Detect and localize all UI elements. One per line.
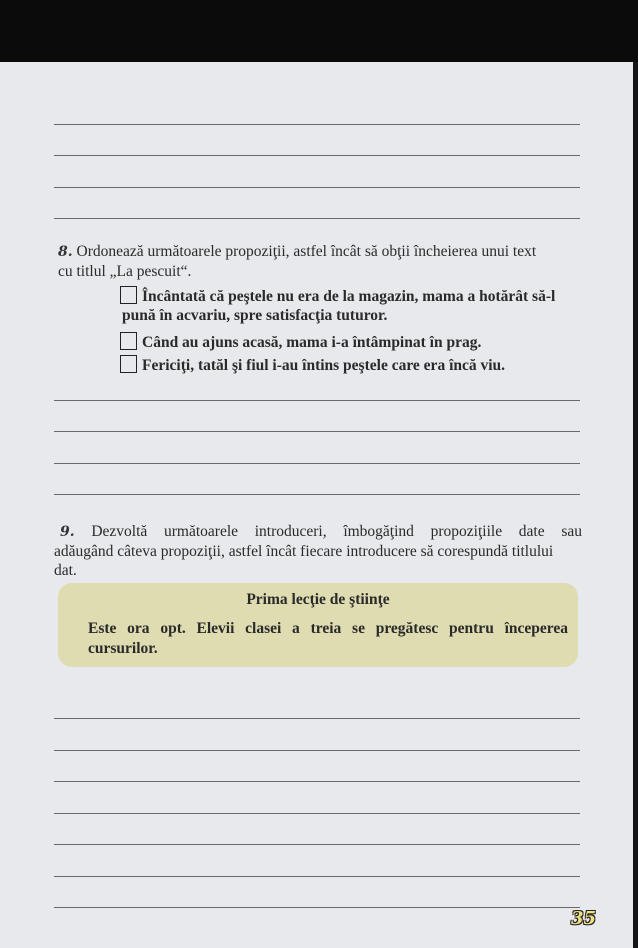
writing-line[interactable]	[54, 750, 580, 751]
writing-line[interactable]	[54, 844, 580, 845]
writing-line[interactable]	[54, 187, 580, 188]
writing-line[interactable]	[54, 400, 580, 401]
exercise-9-instruction-line2: adăugând câteva propoziţii, astfel încât fiecare introducere să corespundă titlului	[54, 543, 554, 560]
exercise-8-instruction-line2: cu titlul „La pescuit“.	[58, 263, 192, 280]
writing-line[interactable]	[54, 155, 580, 156]
exercise-8-number: 8.	[58, 244, 73, 260]
sentence-text: Încântată că peştele nu era de la magazin, mama a hotărât să-l	[142, 288, 556, 305]
order-checkbox[interactable]	[120, 332, 137, 350]
order-checkbox[interactable]	[120, 355, 137, 373]
exercise-9-instruction-line1: Dezvoltă următoarele introduceri, îmbogăţind propoziţiile date sau	[91, 523, 582, 540]
writing-line[interactable]	[54, 813, 580, 814]
intro-box-title: Prima lecţie de ştiinţe	[246, 591, 390, 608]
sentence-text: Când au ajuns acasă, mama i-a întâmpinat în prag.	[142, 334, 482, 351]
sentence-item	[120, 286, 580, 325]
sentence-text: Fericiţi, tatăl şi fiul i-au întins peştele care era încă viu.	[142, 357, 506, 374]
writing-line[interactable]	[54, 907, 580, 908]
sentence-item	[120, 332, 481, 352]
exercise-9-instruction-line3: dat.	[54, 562, 77, 579]
exercise-9-number: 9.	[60, 524, 75, 540]
order-checkbox[interactable]	[120, 286, 137, 304]
intro-box	[58, 583, 578, 667]
top-black-band	[0, 0, 638, 62]
exercise-8-instruction	[58, 242, 582, 281]
writing-line[interactable]	[54, 718, 580, 719]
exercise-9-instruction	[54, 522, 582, 580]
writing-line[interactable]	[54, 218, 580, 219]
writing-line[interactable]	[54, 463, 580, 464]
writing-line[interactable]	[54, 781, 580, 782]
writing-line[interactable]	[54, 876, 580, 877]
writing-line[interactable]	[54, 431, 580, 432]
writing-line[interactable]	[54, 124, 580, 125]
right-edge-shadow	[633, 62, 638, 948]
writing-line[interactable]	[54, 494, 580, 495]
exercise-8-instruction-line1: Ordonează următoarele propoziţii, astfel încât să obţii încheierea unui text	[76, 243, 537, 260]
sentence-item	[120, 355, 505, 375]
page-number: 35	[570, 908, 596, 929]
sentence-text-cont: pună în acvariu, spre satisfacţia tuturor.	[122, 307, 388, 324]
intro-box-text: Este ora opt. Elevii clasei a treia se pregătesc pentru începerea cursurilor.	[88, 620, 568, 657]
